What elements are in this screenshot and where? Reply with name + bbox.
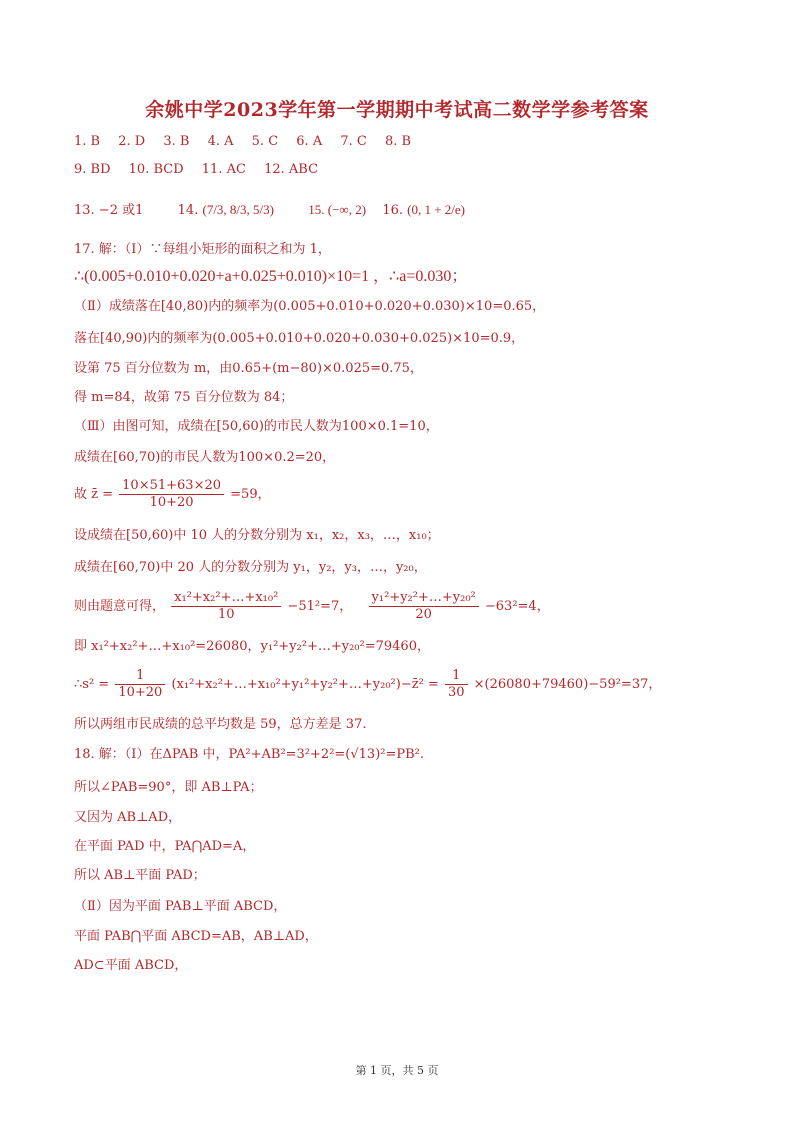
- s2-fraction-2: [445, 668, 468, 701]
- y-sum-fraction: [369, 590, 479, 623]
- q17-line-3: （Ⅱ）成绩落在[40,80)内的频率为(0.005+0.010+0.020+0.030)×10=0.65，: [74, 299, 546, 314]
- answers-row-1: [74, 133, 425, 151]
- mean-suffix: =59，: [230, 487, 271, 502]
- answer-16-value: (0, 1 + 2/e): [407, 202, 466, 217]
- s2-middle: (x₁²+x₂²+…+x₁₀²+y₁²+y₂²+…+y₂₀²)−z̄² =: [171, 677, 439, 692]
- variance-conditions: [74, 590, 550, 624]
- mean-denominator: 10+20: [149, 495, 194, 510]
- x-sum-numerator: x₁²+x₂²+…+x₁₀²: [171, 590, 281, 607]
- square-sums-line: 即 x₁²+x₂²+…+x₁₀²=26080，y₁²+y₂²+…+y₂₀²=79460，: [74, 639, 430, 654]
- variance-prefix: 则由题意可得，: [74, 599, 166, 614]
- answer-7: 7. C: [340, 134, 367, 149]
- mean-numerator: 10×51+63×20: [119, 478, 224, 495]
- s2-numerator-2: 1: [445, 668, 468, 685]
- s2-prefix: ∴s² =: [74, 677, 110, 692]
- page-footer: 第 1 页，共 5 页: [355, 1064, 439, 1077]
- y-condition-tail: −63²=4，: [484, 599, 550, 614]
- answer-4: 4. A: [207, 134, 234, 149]
- answer-14-value: (7/3, 8/3, 5/3): [202, 202, 274, 217]
- y-sum-numerator: y₁²+y₂²+…+y₂₀²: [369, 590, 479, 607]
- answer-1: 1. B: [74, 134, 101, 149]
- x-condition-tail: −51²=7，: [287, 599, 353, 614]
- q17-line-10: 成绩在[60,70)中 20 人的分数分别为 y₁，y₂，y₃，…，y₂₀，: [74, 560, 427, 575]
- q17-line-4: 落在[40,90)内的频率为(0.005+0.010+0.020+0.030+0.025)×10=0.9，: [74, 331, 525, 346]
- q17-conclusion: 所以两组市民成绩的总平均数是 59，总方差是 37.: [74, 717, 367, 732]
- answer-15: 15. (−∞, 2): [308, 202, 367, 217]
- q18-line-8: AD⊂平面 ABCD，: [74, 958, 188, 973]
- answer-16-label: 16.: [382, 203, 403, 218]
- s2-denominator-1: 10+20: [118, 685, 163, 700]
- answer-9: 9. BD: [74, 162, 111, 177]
- answer-8: 8. B: [384, 134, 412, 149]
- q18-line-3: 又因为 AB⊥AD，: [74, 810, 182, 825]
- answer-13: 13. −2 或1: [74, 203, 144, 218]
- q18-line-5: 所以 AB⊥平面 PAD；: [74, 868, 206, 883]
- answers-row-3: [74, 200, 465, 221]
- answer-6: 6. A: [296, 134, 323, 149]
- q18-line-1: 18. 解：（Ⅰ）在ΔPAB 中，PA²+AB²=3²+2²=(√13)²=PB².: [74, 747, 425, 762]
- q17-line-8: 成绩在[60,70)的市民人数为100×0.2=20，: [74, 450, 336, 465]
- q17-line-6: 得 m=84，故第 75 百分位数为 84；: [74, 390, 294, 405]
- q18-line-4: 在平面 PAD 中，PA⋂AD=A，: [74, 839, 256, 854]
- total-variance-formula: [74, 668, 661, 702]
- x-sum-denominator: 10: [217, 607, 235, 622]
- q18-line-7: 平面 PAB⋂平面 ABCD=AB，AB⊥AD，: [74, 929, 318, 944]
- q17-line-1: 17. 解：（Ⅰ）∵每组小矩形的面积之和为 1，: [74, 242, 331, 257]
- s2-suffix: ×(26080+79460)−59²=37，: [473, 677, 662, 692]
- q17-line-2: ∴(0.005+0.010+0.020+a+0.025+0.010)×10=1 ，∴a=0.030；: [74, 268, 468, 285]
- mean-formula: [74, 478, 271, 512]
- x-sum-fraction: [171, 590, 281, 623]
- answer-2: 2. D: [118, 134, 146, 149]
- answer-14-label: 14.: [177, 203, 199, 218]
- q18-line-2: 所以∠PAB=90°，即 AB⊥PA；: [74, 780, 263, 795]
- answers-row-2: [74, 161, 332, 179]
- q17-line-5: 设第 75 百分位数为 m，由0.65+(m−80)×0.025=0.75，: [74, 361, 423, 376]
- page-title: 余姚中学2023学年第一学期期中考试高二数学学参考答案: [145, 99, 649, 121]
- s2-numerator-1: 1: [115, 668, 165, 685]
- answer-3: 3. B: [163, 134, 190, 149]
- answer-12: 12. ABC: [264, 162, 319, 177]
- s2-denominator-2: 30: [447, 685, 465, 700]
- q17-line-7: （Ⅲ）由图可知，成绩在[50,60)的市民人数为100×0.1=10，: [74, 419, 439, 434]
- answer-10: 10. BCD: [128, 162, 184, 177]
- answer-5: 5. C: [251, 134, 279, 149]
- mean-fraction: [119, 478, 224, 511]
- q18-line-6: （Ⅱ）因为平面 PAB⊥平面 ABCD，: [74, 899, 287, 914]
- y-sum-denominator: 20: [415, 607, 432, 622]
- mean-prefix: 故 z̄ =: [74, 487, 114, 502]
- answer-11: 11. AC: [201, 162, 246, 177]
- s2-fraction-1: [115, 668, 165, 701]
- q17-line-9: 设成绩在[50,60)中 10 人的分数分别为 x₁，x₂，x₃，…，x₁₀；: [74, 528, 440, 543]
